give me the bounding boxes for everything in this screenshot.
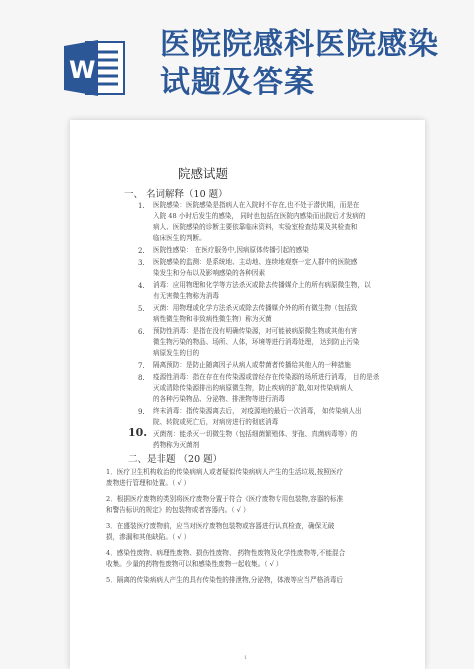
definition-line: 微生物污染的物品、场所、人体，环境等进行消毒处理， 达到防止污染 <box>153 338 360 346</box>
document-title: 院感试题 <box>178 166 229 181</box>
definition-line: 消毒：应用物理和化学等方法杀灭或除去传播媒介上的所有病原微生物，以 <box>153 281 371 289</box>
judgment-line: 和警告标识的规定》的包装物或者容器内。（ √ ） <box>106 506 250 514</box>
page-number: 1 <box>244 655 248 661</box>
definition-line: 医院性感染： 在医疗服务中,因病原体传播引起的感染 <box>153 246 309 254</box>
word-document-icon <box>62 36 128 100</box>
item-number: 5. <box>138 305 145 313</box>
item-number: 6. <box>138 328 145 336</box>
item-number: 10. <box>128 426 148 439</box>
item-number: 8. <box>138 374 145 382</box>
judgment-line: 2．根据医疗废物的类别将医疗废物分置于符合《医疗废物专用包装物,容器的标准 <box>106 495 344 503</box>
section-heading-definitions: 一、 名词解释（10 题） <box>124 189 228 200</box>
item-number: 7. <box>138 362 145 370</box>
item-number: 3. <box>138 259 145 267</box>
definition-line: 有无害微生物称为消毒 <box>153 292 219 300</box>
svg-text:W: W <box>69 56 96 84</box>
item-number: 9. <box>138 408 145 416</box>
definition-line: 病人、医院感染的诊断主要依靠临床资料，实验室检查结果及其检查和 <box>153 223 358 231</box>
definition-line: 终末消毒：指传染源离去后， 对疫源地的最后一次消毒， 如传染病人出 <box>153 407 362 415</box>
definition-line: 临床医生的判断。 <box>153 234 206 242</box>
definition-line: 预防性消毒：是指在没有明确传染源，对可能被病原微生物或其他有害 <box>153 327 358 335</box>
definition-line: 疫源性消毒：指在存在有传染源或曾经存在传染源的场所进行消毒， 目的是杀 <box>153 373 380 381</box>
definition-line: 灭或清除传染源排出的病原微生物，防止疾病的扩散,如对传染病病人 <box>153 384 353 392</box>
definition-line: 药物称为灭菌剂 <box>153 441 200 449</box>
section-heading-true-false: 二、是非题 （20 题） <box>128 454 223 465</box>
definition-line: 医院感染：医院感染是指病人在入院时不存在,也不处于潜伏期，而是在 <box>153 201 360 209</box>
judgment-line: 1．医疗卫生机构收治的传染病病人或者疑似传染病病人产生的生活垃圾,按照医疗 <box>106 468 344 476</box>
item-number: 4. <box>138 282 145 290</box>
definition-line: 院、转院或死亡后，对病房进行的彻底消毒 <box>153 418 279 426</box>
header-title: 医院院感科医院感染试题及答案 <box>160 27 439 100</box>
definition-line: 病性微生物和非致病性微生物）称为灭菌 <box>153 315 272 323</box>
definition-line: 医院感染的监测：是系统地、主动地、连续地观察一定人群中的医院感 <box>153 258 358 266</box>
judgment-line: 损，渗漏和其他缺陷。（ √ ） <box>106 533 191 541</box>
definition-line: 灭菌：用物理或化学方法杀灭或除去传播媒介外的所有微生物（包括致 <box>153 304 358 312</box>
judgment-line: 4．感染性废物、病理性废物、损伤性废物、 药物性废物及化学性废物等,不能混合 <box>106 549 346 557</box>
definition-line: 染发生和分布以及影响感染的各种因素 <box>153 269 266 277</box>
definition-line: 入院 48 小时后发生的感染， 同时也包括在医院内感染而出院后才发病的 <box>153 212 366 220</box>
item-number: 1. <box>138 202 145 210</box>
definition-line: 隔离预防：是防止随离因子从病人或带菌者传播给其他人的一种措施 <box>153 361 351 369</box>
definition-line: 灭菌剂：能杀灭一切微生物（包括细菌繁殖体、芽孢、真菌病毒等）的 <box>153 430 358 438</box>
definition-line: 病原发生的目的 <box>153 349 200 357</box>
judgment-line: 收集。少量的药物性废物可以和感染性废物一起收集。（ √ ） <box>106 560 283 568</box>
judgment-line: 3．在盛装医疗废物前，应当对医疗废物包装物或容器进行认真检查，确保无破 <box>106 522 335 530</box>
item-number: 2. <box>138 247 145 255</box>
judgment-line: 废物进行管理和处置。（ √ ） <box>106 479 191 487</box>
header-banner <box>0 0 474 110</box>
definition-line: 的各种污染物品、分泌物、排泄物等进行消毒 <box>153 395 285 403</box>
judgment-line: 5．隔离的传染病病人产生的具有传染性的排泄物,分泌物，体液等应当严格消毒后 <box>106 576 344 584</box>
